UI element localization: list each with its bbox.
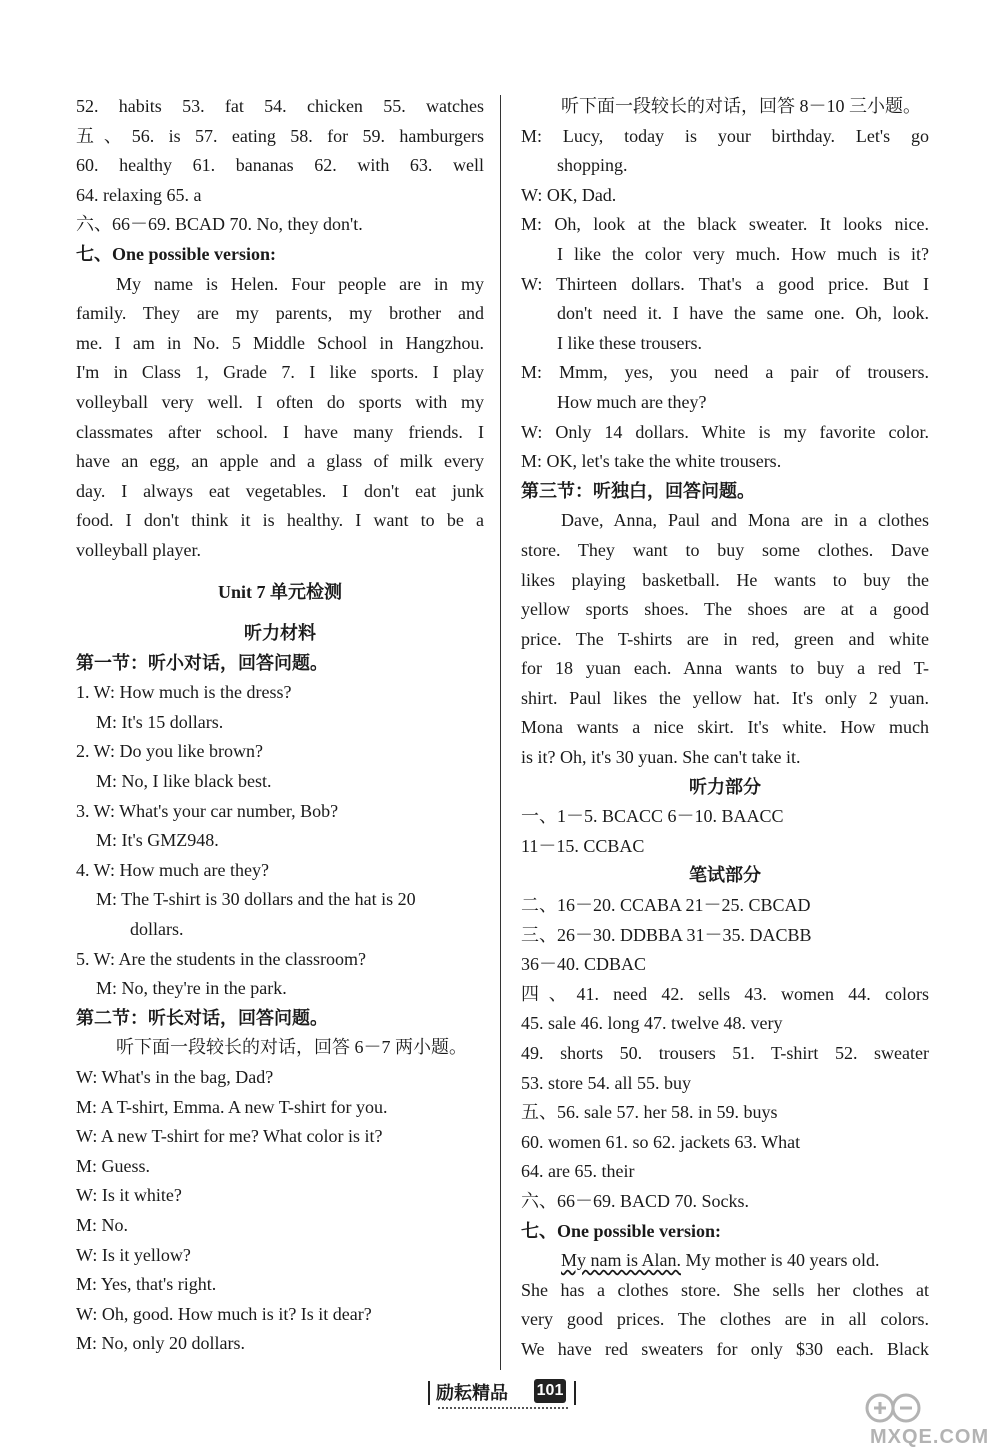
dialog-line: M: No.: [76, 1214, 129, 1235]
answer-line: 五、56. sale 57. her 58. in 59. buys: [521, 1102, 778, 1123]
monologue-line: price. The T-shirts are in red, green and white: [521, 628, 929, 649]
monologue-line: Dave, Anna, Paul and Mona are in a clothes: [561, 510, 929, 531]
monologue-line: Mona wants a nice skirt. It's white. How much: [521, 717, 929, 738]
essay-line: I'm in Class 1, Grade 7. I like sports. I play: [76, 362, 484, 383]
written-part-title: 笔试部分: [689, 865, 761, 886]
answer-line: 六、66－69. BACD 70. Socks.: [521, 1190, 750, 1211]
answer-line: 64. relaxing 65. a: [76, 184, 202, 205]
dialog-line: 5. W: Are the students in the classroom?: [76, 948, 366, 969]
dialog-line: I like the color very much. How much is it?: [557, 243, 929, 264]
answer-line: 一、1－5. BCACC 6－10. BAACC: [521, 806, 784, 827]
footer-bar-left: [428, 1381, 430, 1405]
answer-circle-icon: [864, 1388, 924, 1430]
answer-line: 五、56. is 57. eating 58. for 59. hamburgers: [76, 125, 484, 146]
essay-line: volleyball player.: [76, 539, 201, 560]
answer-line: 45. sale 46. long 47. twelve 48. very: [521, 1013, 783, 1034]
unit-title: Unit 7 单元检测: [217, 581, 342, 602]
footer-bar-right: [574, 1381, 576, 1405]
section-heading: 第二节：听长对话，回答问题。: [76, 1007, 328, 1028]
dialog-line: M: It's GMZ948.: [96, 830, 219, 851]
dialog-line: 1. W: How much is the dress?: [76, 682, 292, 703]
dialog-line: 2. W: Do you like brown?: [76, 741, 263, 762]
right-column: [521, 92, 929, 1365]
dialog-line: M: Yes, that's right.: [76, 1274, 217, 1295]
dialog-line: shopping.: [557, 155, 628, 176]
dialog-line: I like these trousers.: [557, 332, 702, 353]
dialog-line: W: OK, Dad.: [521, 184, 617, 205]
answer-line: 六、66－69. BCAD 70. No, they don't.: [76, 214, 363, 235]
dialog-line: W: A new T-shirt for me? What color is it?: [76, 1126, 383, 1147]
long-dialog: [76, 1063, 484, 1359]
dialog-line: M: Guess.: [76, 1155, 151, 1176]
dialog-line: M: Oh, look at the black sweater. It looks nice.: [521, 214, 929, 235]
dialog-line: W: Thirteen dollars. That's a good price. But I: [521, 273, 929, 294]
monologue-line: likes playing basketball. He wants to buy the: [521, 569, 929, 590]
instruction: 听下面一段较长的对话，回答 8－10 三小题。: [561, 96, 921, 116]
left-column: [76, 92, 484, 1359]
dialog-line: 4. W: How much are they?: [76, 859, 269, 880]
essay-line: [521, 1246, 929, 1276]
dialog-line: W: Is it yellow?: [76, 1244, 191, 1265]
dialog-line: M: No, I like black best.: [96, 771, 272, 792]
dialog-line: M: Lucy, today is your birthday. Let's go: [521, 125, 929, 146]
long-dialog-2: [521, 122, 929, 477]
monologue-line: yellow sports shoes. The shoes are at a good: [521, 599, 929, 620]
dialog-line: 3. W: What's your car number, Bob?: [76, 800, 339, 821]
monologue-line: is it? Oh, it's 30 yuan. She can't take it.: [521, 747, 801, 768]
column-divider: [500, 95, 501, 1370]
page-number: 101: [534, 1379, 566, 1403]
answer-line: 64. are 65. their: [521, 1161, 635, 1182]
monologue: [521, 506, 929, 772]
essay-line: My name is Helen. Four people are in my: [116, 273, 484, 294]
corrected-phrase: My nam is Alan.: [561, 1250, 681, 1271]
brand-name: 励耘精品: [436, 1383, 508, 1404]
essay-line: classmates after school. I have many friends. I: [76, 421, 484, 442]
section-heading: 七、One possible version:: [76, 243, 277, 264]
section-heading: 第一节：听小对话，回答问题。: [76, 652, 328, 673]
essay-line: She has a clothes store. She sells her clothes at: [521, 1279, 929, 1300]
section-heading: 七、One possible version:: [521, 1220, 722, 1241]
essay-line: have an egg, an apple and a glass of milk every: [76, 451, 484, 472]
essay-2: [521, 1246, 929, 1364]
answer-line: 53. store 54. all 55. buy: [521, 1072, 691, 1093]
listening-title: 听力材料: [244, 623, 316, 644]
essay-line: volleyball very well. I often do sports with my: [76, 391, 484, 412]
answer-line: 二、16－20. CCABA 21－25. CBCAD: [521, 895, 811, 916]
essay-text: My mother is 40 years old.: [681, 1250, 880, 1271]
monologue-line: shirt. Paul likes the yellow hat. It's only 2 yuan.: [521, 687, 929, 708]
answer-line: 四、41. need 42. sells 43. women 44. colors: [521, 983, 929, 1004]
essay-line: very good prices. The clothes are in all colors.: [521, 1309, 929, 1330]
dialog-line: How much are they?: [557, 391, 707, 412]
essay-line: food. I don't think it is healthy. I want to be a: [76, 510, 484, 531]
dialog-line: M: No, they're in the park.: [96, 978, 287, 999]
dialog-line: M: It's 15 dollars.: [96, 711, 224, 732]
dialog-line: don't need it. I have the same one. Oh, look.: [557, 303, 929, 324]
dialog-line: M: The T-shirt is 30 dollars and the hat is 20: [96, 889, 416, 910]
dialog-line: W: Oh, good. How much is it? Is it dear?: [76, 1303, 372, 1324]
instruction: 听下面一段较长的对话，回答 6－7 两小题。: [116, 1037, 467, 1058]
dialog-line: M: A T-shirt, Emma. A new T-shirt for you.: [76, 1096, 388, 1117]
monologue-line: for 18 yuan each. Anna wants to buy a red T-: [521, 658, 929, 679]
dialog-line: W: Is it white?: [76, 1185, 182, 1206]
essay-line: me. I am in No. 5 Middle School in Hangzhou.: [76, 332, 484, 353]
essay-line: day. I always eat vegetables. I don't eat junk: [76, 480, 484, 501]
watermark: [862, 1388, 998, 1450]
short-dialogs: [76, 678, 484, 1004]
footer-dots: [438, 1407, 568, 1409]
answer-line: 60. women 61. so 62. jackets 63. What: [521, 1131, 801, 1152]
dialog-line: W: What's in the bag, Dad?: [76, 1067, 274, 1087]
essay: [76, 270, 484, 566]
essay-line: We have red sweaters for only $30 each. Black: [521, 1338, 929, 1359]
answer-line: 49. shorts 50. trousers 51. T-shirt 52. sweater: [521, 1043, 929, 1063]
dialog-line: M: OK, let's take the white trousers.: [521, 451, 782, 472]
answer-line: 52. habits 53. fat 54. chicken 55. watches: [76, 96, 484, 116]
dialog-line: M: Mmm, yes, you need a pair of trousers.: [521, 362, 929, 383]
watermark-text: MXQE.COM: [870, 1426, 990, 1448]
essay-line: family. They are my parents, my brother and: [76, 303, 484, 324]
monologue-line: store. They want to buy some clothes. Dave: [521, 539, 929, 560]
answer-line: 36－40. CDBAC: [521, 954, 647, 975]
answer-line: 11－15. CCBAC: [521, 835, 645, 856]
dialog-line: M: No, only 20 dollars.: [76, 1333, 245, 1354]
dialog-line: W: Only 14 dollars. White is my favorite color.: [521, 421, 929, 442]
page-footer: [428, 1377, 578, 1407]
section-heading: 第三节：听独白，回答问题。: [521, 480, 755, 501]
answer-line: 60. healthy 61. bananas 62. with 63. well: [76, 155, 484, 176]
answer-line: 三、26－30. DDBBA 31－35. DACBB: [521, 924, 812, 945]
dialog-line: dollars.: [130, 919, 184, 940]
listening-part-title: 听力部分: [689, 776, 761, 797]
